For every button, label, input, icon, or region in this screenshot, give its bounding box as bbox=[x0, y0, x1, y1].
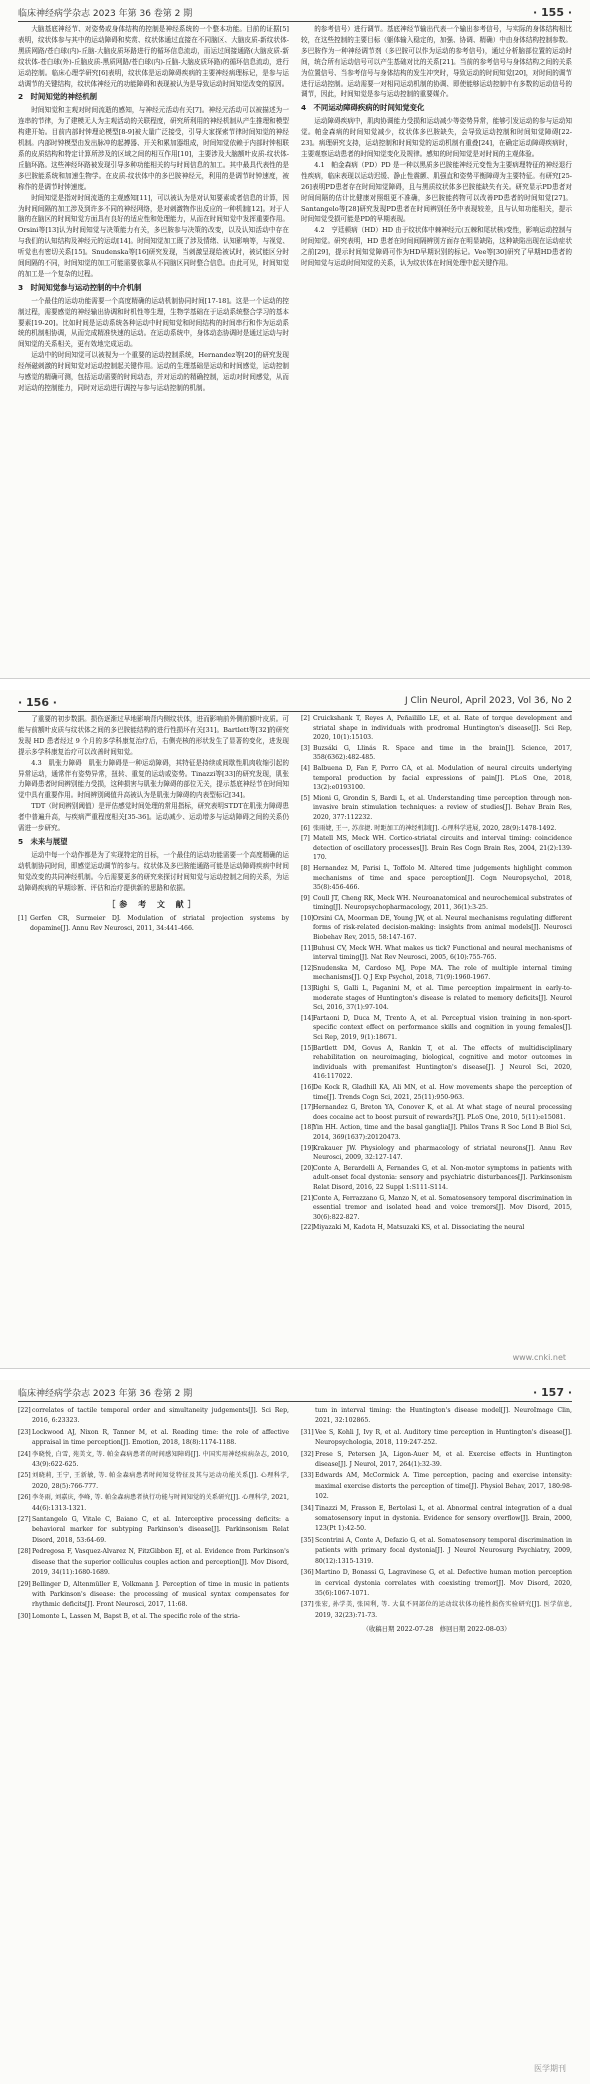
body-paragraph: 一个最佳的运动功能需要一个高度精确的运动机制协同时间[17-18]。这是一个运动的控制过程，需要感觉的神经输出协调和时机性等生理，生物学基础在于运动系统整合学习的基本要素[19-20]。比如时间是运动系统各种运动中时间知觉和时间结构的时间串行和作为运动系统的机制相协调，从而完成精准快速的运动。在运动系统中，身体动态协调时是通过运动与时间知觉的关系相关，更有效地完成运动。 bbox=[18, 296, 289, 349]
reference-text: 刘晓莉, 王宁, 王新敏, 等. 帕金森病患者时间知觉特征及其与运动功能关系[J]. 心理科学, 2020, 28(5):766-777. bbox=[32, 1472, 289, 1490]
reference-number: [33] bbox=[301, 1472, 314, 1480]
reference-number: [16] bbox=[301, 1083, 314, 1091]
reference-item bbox=[301, 964, 572, 983]
reference-text: Coull JT, Cheng RK, Meck WH. Neuroanatomical and neurochemical substrates of timing[J]. Neuropsychopharmacology, 2011, 36(1):3-25. bbox=[313, 894, 572, 912]
reference-text: De Kock R, Gladhill KA, Ali MN, et al. How movements shape the perception of time[J]. Trends Cogn Sci, 2021, 25(11):950-963. bbox=[313, 1083, 572, 1101]
reference-item bbox=[301, 1083, 572, 1102]
reference-number: [22] bbox=[301, 1224, 314, 1232]
reference-item bbox=[301, 824, 572, 834]
body-paragraph: 4.3 肌张力障碍 肌张力障碍是一种运动障碍，其特征是持续或间歇性肌肉收缩引起的异常运动，通常伴有姿势异常，扭转、重复的运动或姿势。Tinazzi等[33]的研究发现，肌张力障碍患者时间辨别能力受损，这种损害与肌张力障碍的部位无关，提示基底神经节在时间知觉中具有重要作用。时间辨别阈值升高被认为是肌张力障碍的内表型标记[34]。 bbox=[18, 758, 289, 800]
reference-number: [1] bbox=[18, 915, 27, 923]
section-heading: 3 时间知觉参与运动控制的中介机制 bbox=[18, 282, 142, 292]
reference-item bbox=[301, 1103, 572, 1122]
reference-number: [25] bbox=[18, 1472, 31, 1480]
reference-text: Righi S, Galli L, Paganini M, et al. Time perception impairment in early-to-moderate stages of Huntington's disease is related to memory deficits[J]. Neurol Sci, 2016, 37(1):97-104. bbox=[313, 985, 572, 1012]
reference-item bbox=[18, 1471, 289, 1492]
body-paragraph: 大脑基底神经节、对姿势或身体结构的控制是神经系统的一个整本功能。目前的证据[5]表明，纹状体参与其中的运动障碍和奖赏、纹状体通过直接在不同脑区、大脑皮质-新纹状体-黑质网路/苍白球(内)-丘脑-大脑皮质环路进行的循环信息流动，而运过间接通路(大脑皮质-新纹状体-苍白球(外)-丘脑皮质-黑质网路/苍白球(内)-丘脑-大脑皮质环路)的循环信息流动，进行运动控制。临床心理学研究[6]表明，纹状体是运动障碍疾病的主要神经病理标记，是参与运动调节的关键结构，纹状体神经元的功能障碍和表现被认为是导致运动时间知觉改变的原因。 bbox=[18, 25, 289, 88]
reference-item bbox=[301, 1144, 572, 1163]
section-heading: 2 时间知觉的神经机制 bbox=[18, 92, 98, 102]
page-157 bbox=[0, 1380, 590, 2084]
body-paragraph: 运动障碍疾病中，肌肉协调能力受损和运动减少等姿势异常，能够引发运动的参与运动知觉。帕金森病的时间知觉减少，纹状体多巴胺缺失，会导致运动控制和时间知觉障碍[22-23]。病理研究支持，运动控制和时间知觉的运动机制有重叠[24]，在确定运动障碍疾病时，主要观察运动患者的时间知觉变化及规律。感知的时间知觉是对时间的主观体验。 bbox=[301, 117, 572, 158]
reference-text: Hernandez M, Parisi L, Toffolo M. Altered time judgements highlight common mechanisms of time and space perception[J]. Cogn Neuropsychol, 2018, 35(8):456-466. bbox=[313, 864, 572, 892]
reference-number: [8] bbox=[301, 864, 310, 872]
reference-text: Balbuena D, Fan F, Porro CA, et al. Modulation of neural circuits underlying temporal production by facial expressions of pain[J]. PLoS One, 2018, 13(2):e0193100. bbox=[313, 764, 572, 792]
reference-text: Buhusi CV, Meck WH. What makes us tick? Functional and neural mechanisms of interval timing[J]. Nat Rev Neurosci, 2005, 6(10):755-765. bbox=[313, 944, 572, 962]
reference-text: Miyazaki M, Kadota H, Matsuzaki KS, et al. Dissociating the neural bbox=[313, 1224, 525, 1232]
reference-number: [28] bbox=[18, 1548, 31, 1556]
reference-item bbox=[301, 1223, 572, 1233]
reference-text: Bellinger D, Altenmüller E, Volkmann J. Perception of time in music in patients with Parkinson's disease: the processing of musical syntax compensates for rhythmic deficits[J]. Front Neurosci, 2017, 11:68. bbox=[32, 1580, 289, 1609]
text-column-left bbox=[18, 714, 289, 1360]
reference-number: [35] bbox=[301, 1536, 314, 1544]
reference-item bbox=[18, 1493, 289, 1514]
watermark: 医学期刊 bbox=[534, 2064, 566, 2073]
reference-number: [10] bbox=[301, 914, 314, 922]
reference-number: [20] bbox=[301, 1164, 314, 1172]
reference-number: [22] bbox=[18, 1407, 31, 1414]
reference-number: [21] bbox=[301, 1194, 314, 1202]
section-heading: 5 未来与展望 bbox=[18, 836, 68, 846]
reference-number: [19] bbox=[301, 1144, 314, 1152]
page-header bbox=[18, 6, 572, 22]
reference-text: Yin HH. Action, time and the basal ganglia[J]. Philos Trans R Soc Lond B Biol Sci, 2014, 369(1637):20120473. bbox=[313, 1124, 572, 1141]
reference-text: 张宏, 孙学美, 张国利, 等. 大鼠不同部位的运动纹状体功能性损伤实验研究[J]. 医学信息, 2019, 32(23):71-73. bbox=[315, 1601, 572, 1619]
text-column-right bbox=[301, 24, 572, 670]
reference-text: Tinazzi M, Frasson E, Bertolasi L, et al. Abnormal central integration of a dual somatosensory input in dystonia. Evidence for sensory overflow[J]. Brain, 2000, 123(Pt 1):42-50. bbox=[315, 1504, 572, 1533]
reference-text: Scontrini A, Conte A, Defazio G, et al. Somatosensory temporal discrimination in patients with primary focal dystonia[J]. J Neurol Neurosurg Psychiatry, 2009, 80(12):1315-1319. bbox=[315, 1536, 572, 1565]
reference-item bbox=[301, 914, 572, 943]
reference-number: [27] bbox=[18, 1516, 31, 1524]
reference-item bbox=[18, 1547, 289, 1578]
reference-text: Lomonte L, Lassen M, Bapst B, et al. The specific role of the stria- bbox=[32, 1612, 240, 1620]
reference-item bbox=[301, 714, 572, 743]
reference-number: [23] bbox=[18, 1428, 31, 1436]
reference-number: [31] bbox=[301, 1428, 314, 1436]
reference-text: Gerfen CR, Surmeier DJ. Modulation of striatal projection systems by dopamine[J]. Annu Rev Neurosci, 2011, 34:441-466. bbox=[30, 915, 289, 932]
reference-number: [3] bbox=[301, 744, 310, 752]
reference-item bbox=[18, 1515, 289, 1546]
reference-text: Mioni G, Grondin S, Bardi L, et al. Understanding time perception through non-invasive brain stimulation techniques: a review of studies[J]. Behav Brain Res, 2020, 377:112232. bbox=[313, 794, 572, 821]
reference-number: [32] bbox=[301, 1450, 314, 1458]
reference-number: [6] bbox=[301, 824, 310, 832]
reference-text: 李晓悦, 白雪, 苑美文, 等. 帕金森病患者的时间感知障碍[J]. 中国实用神经疾病杂志, 2010, 43(9):622-625. bbox=[32, 1450, 289, 1469]
reference-text: Bartlett DM, Govus A, Rankin T, et al. The effects of multidisciplinary rehabilitation on neuroimaging, biological, cognitive and motor outcomes in individuals with premanifest Huntington's disease[J]. J Neurol Sci, 2020, 416:117022. bbox=[313, 1044, 572, 1081]
reference-number: [30] bbox=[18, 1612, 31, 1620]
reference-item bbox=[18, 914, 289, 933]
reference-item bbox=[301, 744, 572, 763]
reference-number: [34] bbox=[301, 1504, 314, 1512]
reference-text: Conte A, Berardelli A, Fernandes G, et al. Non-motor symptoms in patients with adult-onset focal dystonia: sensory and psychiatric disturbances[J]. Parkinsonism Relat Disord, 2016, 22 Suppl 1:S111-S114. bbox=[313, 1164, 572, 1191]
reference-number: [7] bbox=[301, 835, 310, 843]
reference-number: [4] bbox=[301, 764, 310, 772]
reference-item bbox=[301, 984, 572, 1013]
reference-text: Pedregosa F, Vasquez-Alvarez N, FitzGibbon EJ, et al. Evidence from Parkinson's disease that the superior colliculus couples action and perception[J]. Mov Disord, 2019, 34(11):1680-1689. bbox=[32, 1548, 289, 1577]
reference-text: Conte A, Ferrazzano G, Manzo N, et al. Somatosensory temporal discrimination in essential tremor and isolated head and voice tremors[J]. Mov Disord, 2015, 30(6):822-827. bbox=[313, 1194, 572, 1221]
watermark: www.cnki.net bbox=[512, 1353, 566, 1362]
reference-number: [14] bbox=[301, 1014, 314, 1022]
body-paragraph: 运动中每一个动作都是为了实现特定的目标，一个最佳的运动功能需要一个高度精确的运动机制协同时间，即感觉运动调节的参与。纹状体及多巴胺能通路可能是运动障碍疾病中时间知觉改变的共同神经机制。今后需要更多的研究来探讨时间知觉与运动控制之间的关系，为运动障碍疾病的早期诊断、评估和治疗提供新的思路和依据。 bbox=[18, 850, 289, 892]
reference-number: [13] bbox=[301, 985, 314, 993]
reference-text: 李冬雨, 刘嘉庆, 李峰, 等. 帕金森病患者执行功能与时间知觉的关系研究[J]. 心理科学, 2021, 44(6):1313-1321. bbox=[32, 1494, 289, 1512]
journal-title: J Clin Neurol, April 2023, Vol 36, No 2 bbox=[405, 696, 572, 706]
reference-number: [26] bbox=[18, 1494, 31, 1502]
reference-text: Hernandez G, Breton YA, Conover K, et al. At what stage of neural processing does cocaine act to boost pursuit of rewards?[J]. PLoS One, 2010, 5(11):e15081. bbox=[313, 1104, 572, 1121]
reference-item bbox=[301, 1406, 572, 1427]
references-column-left bbox=[18, 1406, 289, 2076]
reference-text: Martino D, Bonassi G, Lagravinese G, et al. Defective human motion perception in cervical dystonia correlates with coexisting tremor[J]. Mov Disord, 2020, 35(6):1067-1071. bbox=[315, 1569, 572, 1597]
references-column-right bbox=[301, 1406, 572, 2076]
reference-text: tum in interval timing: the Huntington's disease model[J]. NeuroImage Clin, 2021, 32:102865. bbox=[315, 1407, 572, 1425]
reference-number: [37] bbox=[301, 1601, 314, 1609]
reference-text: Krakauer JW. Physiology and pharmacology of striatal neurons[J]. Annu Rev Neurosci, 2009, 32:127-147. bbox=[313, 1144, 572, 1162]
reference-item bbox=[18, 1428, 289, 1449]
reference-text: Frese S, Petersen JA, Ligon-Auer M, et al. Exercise effects in Huntington disease[J]. J Neurol, 2017, 264(1):32-39. bbox=[315, 1450, 572, 1469]
reference-item bbox=[301, 1428, 572, 1449]
journal-title: 临床神经病学杂志 2023 年第 36 卷第 2 期 bbox=[18, 9, 193, 19]
reference-text: Buzsáki G, Llinás R. Space and time in the brain[J]. Science, 2017, 358(6362):482-485. bbox=[313, 744, 572, 762]
reference-item bbox=[301, 1014, 572, 1043]
page-number: · 155 · bbox=[533, 6, 572, 19]
reference-number: [5] bbox=[301, 794, 310, 802]
body-paragraph: TDT（时间辨别阈值）是评估感觉时间处理的常用指标，研究表明STDT在肌张力障碍患者中普遍升高，与疾病严重程度相关[35-36]。运动减少、运动增多与运动障碍之间的关系仍需进一步研究。 bbox=[18, 802, 289, 833]
reference-item bbox=[301, 764, 572, 793]
reference-text: Matell MS, Meck WH. Cortico-striatal circuits and interval timing: coincidence detection of oscillatory processes[J]. Brain Res Cogn Brain Res, 2004, 21(2):139-170. bbox=[313, 835, 572, 862]
reference-number: [18] bbox=[301, 1124, 314, 1132]
reference-item bbox=[301, 944, 572, 963]
reference-text: 张雨婕, 王一, 苏彦捷. 时距加工的神经机制[J]. 心理科学进展, 2020, 28(9):1478-1492. bbox=[313, 824, 557, 832]
text-column-left bbox=[18, 24, 289, 670]
reference-text: Vee S, Kohli J, Ivy R, et al. Auditory time perception in Huntington's disease[J]. Neuropsychologia, 2018, 119:247-252. bbox=[315, 1428, 572, 1447]
reference-text: Lockwood AJ, Nixon R, Tanner M, et al. Reading time: the role of affective appraisal in time perception[J]. Emotion, 2018, 18(8):1174-1188. bbox=[32, 1428, 289, 1447]
reference-text: correlates of tactile temporal order and simultaneity judgements[J]. Sci Rep, 2016, 6:23323. bbox=[32, 1407, 289, 1425]
body-paragraph: 时间知觉是指对时间流逝的主观感知[11]，可以被认为是对认知要素或者信息的计算，因为时间间隔的加工涉及到许多不同的神经网络，是对刺激物作出反应的一种机制[12]。对于人脑的在脑区的时间知觉方面具有良好的适应性和处理能力，从而在时间知觉中发挥重要作用。Orsini等[13]认为时间知觉与决策能力有关，多巴胺参与决策的改变，以及认知活动中存在与我们的认知结构及神经元的运动[14]。时间知觉加工既了涉及情绪、认知影响等，与视觉、听觉也有密切关系[15]。Snudenska等[16]研究发现，当刺激呈现给被试时，被试能区分时间间隔的不同，时间知觉的加工可能需要依靠从不同脑区同时整合信息。由此可见，时间知觉的加工是一个复杂的过程。 bbox=[18, 193, 289, 278]
page-number: · 157 · bbox=[533, 1386, 572, 1399]
reference-text: Orsini CA, Moorman DE, Young JW, et al. Neural mechanisms regulating different forms of risk-related decision-making: insights from animal models[J]. Neurosci Biobehav Rev, 2015, 58:147-167. bbox=[313, 914, 572, 942]
page-header bbox=[18, 696, 572, 712]
page-155 bbox=[0, 0, 590, 679]
reference-item bbox=[301, 1450, 572, 1471]
page-number: · 156 · bbox=[18, 696, 57, 709]
body-paragraph: 4.1 帕金森病（PD）PD 是一种以黑质多巴胺能神经元变性为主要病理特征的神经退行性疾病，临床表现以运动迟缓、静止性震颤、肌强直和姿势平衡障碍为主要特征。有研究[25-26]表明PD患者存在时间知觉障碍，且与黑质纹状体多巴胺能缺失有关。研究显示PD患者对时间间隔的估计比健康对照组更不准确，多巴胺能药物可以改善PD患者的时间知觉[27]。Santangelo等[28]研究发现PD患者在时间辨别任务中表现较差，且与认知功能相关，提示时间知觉受损可能是PD的早期表现。 bbox=[301, 160, 572, 224]
reference-number: [24] bbox=[18, 1450, 31, 1458]
body-paragraph: 4.2 亨廷顿病（HD）HD 由于纹状体中棘神经元(五棘和尾状核)变性，影响运动控制与时间知觉。研究表明，HD 患者在时间间隔辨别方面存在明显缺陷，这种缺陷出现在运动症状之前[29]，提示时间知觉障碍可作为HD早期识别的标记。Vee等[30]研究了早期HD患者的时间知觉与运动时间知觉的关系，认为纹状体在时间处理中起关键作用。 bbox=[301, 226, 572, 268]
reference-item bbox=[301, 864, 572, 893]
references-heading: ［参 考 文 献］ bbox=[107, 899, 200, 909]
page-156 bbox=[0, 690, 590, 1369]
reference-number: [11] bbox=[301, 944, 314, 952]
reference-item bbox=[18, 1612, 289, 1622]
reference-number: [36] bbox=[301, 1569, 314, 1577]
reference-text: Cruickshank T, Reyes A, Peñailillo LE, et al. Rate of torque development and striatal shape in individuals with prodromal Huntington's disease[J]. Sci Rep, 2020, 10(1):15103. bbox=[313, 715, 572, 742]
reference-item bbox=[301, 1194, 572, 1223]
reference-text: Snudenska M, Cardoso MJ, Pope MA. The role of multiple internal timing mechanisms[J]. Q J Exp Psychol, 2018, 71(9):1960-1967. bbox=[313, 964, 572, 982]
reference-number: [15] bbox=[301, 1044, 314, 1052]
journal-title: 临床神经病学杂志 2023 年第 36 卷第 2 期 bbox=[18, 1389, 193, 1399]
references-column-right bbox=[301, 714, 572, 1360]
body-paragraph: 时间知觉和主观对时间流逝的感知，与神经元活动有关[7]。神经元活动可以被描述为一连串的节律，为了建模无人为主观活动的关联程度，研究所利用的神经机制从产生推理和模型构建开始。目前内部时钟理论模型[8-9]被大量广泛接受，引导大家探索节律时间知觉的神经机制。内部时钟模型由发出脉冲的起搏器、开关和累加器组成，时间知觉依赖于内部时钟相联系的皮质结构和特定计算所涉及的区域之间的相互作用[10]，主要涉及大脑额叶皮质-纹状体-丘脑环路。这些神经环路被发现引导多种功能相关的与时间信息的加工。其中最具代表性的是多巴胺能系统和加速生物学。在皮质-纹状体中的多巴胺神经元，利用的是调节时钟速度，被称作的是调节时钟速度。 bbox=[18, 106, 289, 191]
body-paragraph: 运动中的时间知觉可以被视为一个重要的运动控制系统，Hernandez等[20]的研究发现经颅磁刺激的时间知觉对运动控制起关键作用。运动的生理基础是运动和时间感觉，运动控制与感觉的精确可测，包括运动需要的时间动态，并对运动的精确控制，运动对时间感觉，从而对运动的控制能力，同时对运动进行调控与参与运动控制的机制。 bbox=[18, 351, 289, 392]
reference-item bbox=[18, 1406, 289, 1427]
reference-item bbox=[301, 1123, 572, 1142]
reference-number: [9] bbox=[301, 894, 310, 902]
received-date-note: （收稿日期 2022-07-28 修回日期 2022-08-03） bbox=[362, 1625, 511, 1634]
body-paragraph: 了重要的初步数据。损伤逐渐过早地影响背内侧纹状体，进而影响前外侧前额叶皮质。可能与前额叶皮质与纹状体之间的多巴胺能结构的进行性损坏有关[31]。Bartlett等[32]的研究发现 HD 患者经过 9 个月的多学科康复治疗后，右侧壳核的形状发生了显著的变化，进发现提示多学科康复治疗可以改善时间知觉。 bbox=[18, 715, 289, 756]
reference-number: [29] bbox=[18, 1580, 31, 1588]
reference-item bbox=[301, 894, 572, 913]
reference-text: Edwards AM, McCormick A. Time perception, pacing and exercise intensity: maximal exercise distorts the perception of time[J]. Physiol Behav, 2017, 180:98-102. bbox=[315, 1472, 572, 1501]
reference-item bbox=[301, 794, 572, 823]
reference-text: Fartaoni D, Duca M, Trento A, et al. Perceptual vision training in non-sport-specific context effect on performance skills and cognition in young females[J]. Sci Rep, 2019, 9(1):18671. bbox=[313, 1014, 572, 1041]
reference-item bbox=[18, 1450, 289, 1471]
body-paragraph: 的参考信号）进行调节。基底神经节输出代表一个输出参考信号，与实际的身体结构相比较，在这些控制的主要目标（躯体输入稳定的，加强、协调、精确）中由身体结构控制参数。多巴胺作为一种神经调节剂（多巴胺可以作为运动的参考信号)，通过分析脑部位置的运动时间，统合所有运动信号可以产生基础对比的关系[21]。当前的参考信号与身体结构之间的关系为位置信号、当参考信号与身体结构的发生冲突时，导致运动的时间知觉[20]，对时间的调节进行运动控制。运动需要一对相同运动机制的协调、即使能够运动控制中有多数的运动信号的调节，因此，时间知觉是参与运动控制的重要媒介。 bbox=[301, 25, 572, 99]
reference-item bbox=[301, 1600, 572, 1621]
reference-item bbox=[301, 1568, 572, 1599]
reference-number: [17] bbox=[301, 1104, 314, 1112]
reference-item bbox=[301, 1504, 572, 1535]
reference-item bbox=[301, 1164, 572, 1193]
reference-item bbox=[301, 1044, 572, 1082]
reference-item bbox=[18, 1580, 289, 1611]
page-header bbox=[18, 1386, 572, 1402]
reference-item bbox=[301, 834, 572, 863]
reference-item bbox=[301, 1536, 572, 1567]
reference-number: [12] bbox=[301, 964, 314, 972]
reference-number: [2] bbox=[301, 715, 310, 722]
reference-text: Santangelo G, Vitale C, Baiano C, et al. Interceptive processing deficits: a behavioral marker for subtyping Parkinson's disease[J]. Parkinsonism Relat Disord, 2018, 53:64-69. bbox=[32, 1516, 289, 1544]
reference-item bbox=[301, 1471, 572, 1502]
section-heading: 4 不同运动障碍疾病的时间知觉变化 bbox=[301, 103, 425, 113]
